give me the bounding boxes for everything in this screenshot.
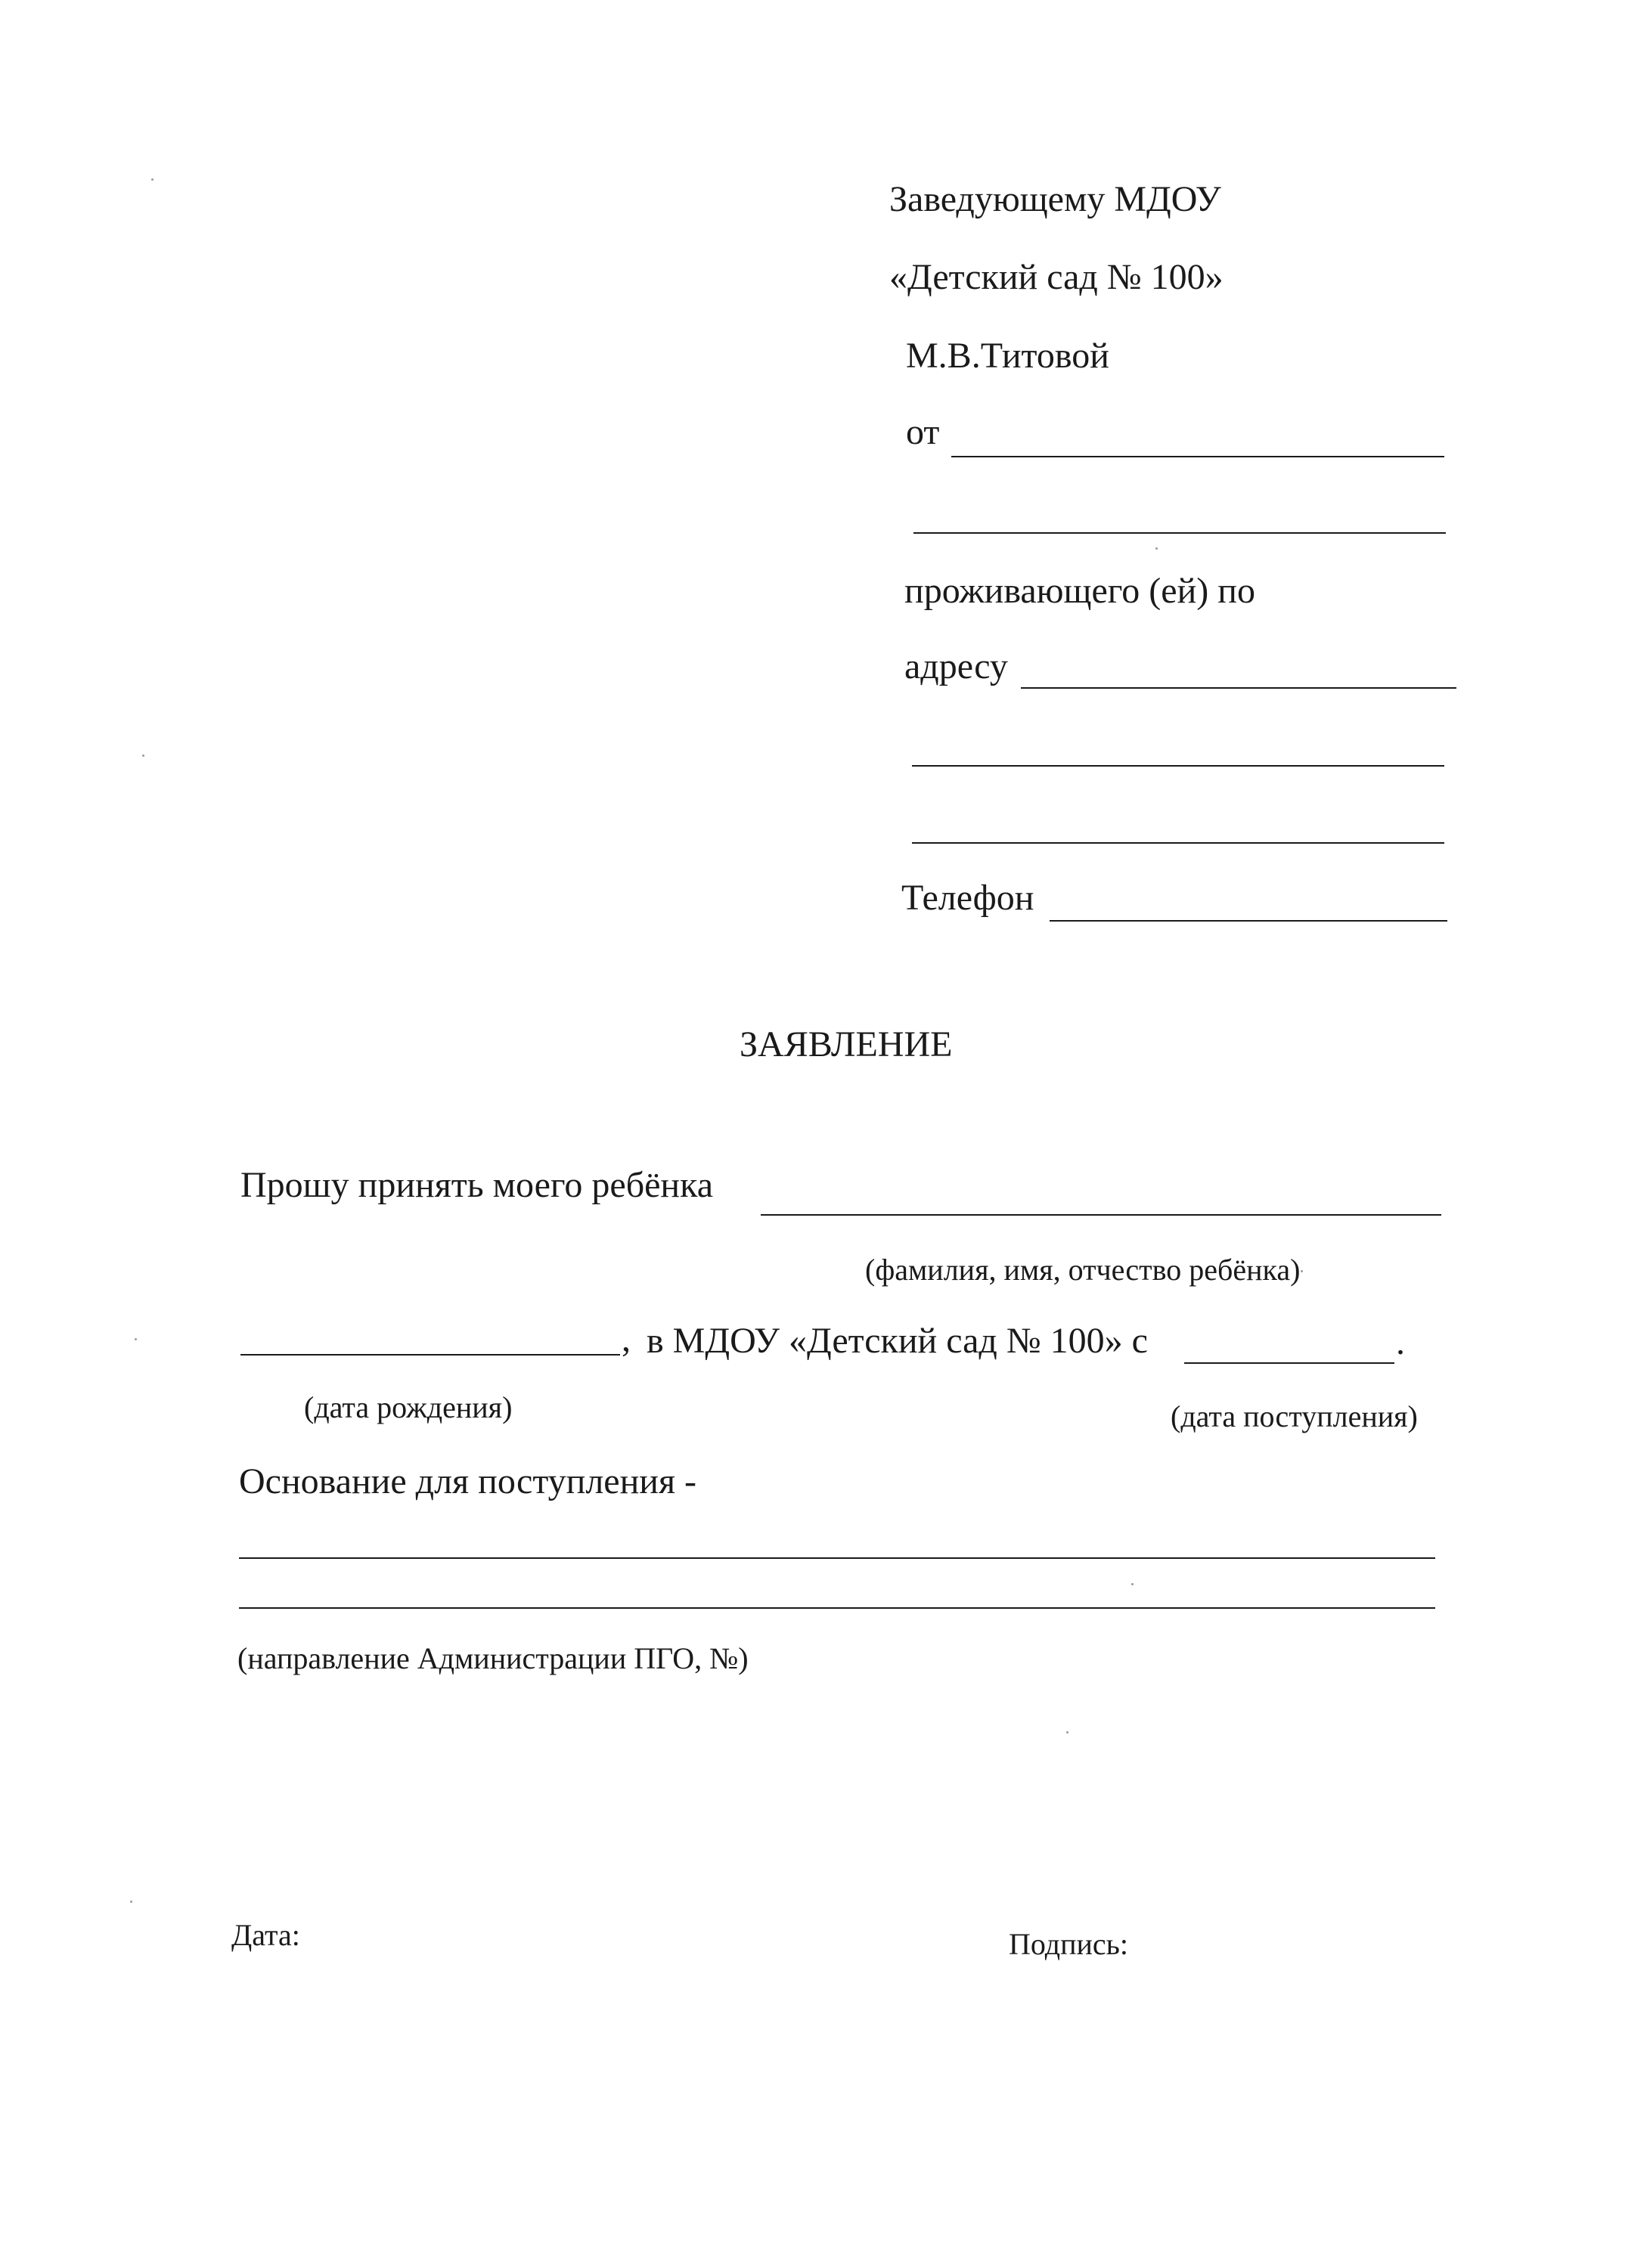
- scan-speck: [1155, 547, 1158, 550]
- birth-date-field[interactable]: [240, 1354, 620, 1356]
- head-name: М.В.Титовой: [906, 336, 1109, 376]
- date-label: Дата:: [231, 1918, 300, 1952]
- basis-caption: (направление Администрации ПГО, №): [237, 1641, 749, 1675]
- scan-speck: [130, 1901, 132, 1903]
- scan-speck: [151, 178, 154, 181]
- basis-label: Основание для поступления -: [239, 1461, 697, 1501]
- basis-field[interactable]: [239, 1557, 1435, 1559]
- from-label: от: [906, 412, 940, 452]
- child-name-caption: (фамилия, имя, отчество ребёнка): [865, 1253, 1301, 1287]
- birth-date-caption: (дата рождения): [304, 1390, 513, 1424]
- address-field-3[interactable]: [912, 842, 1444, 844]
- admission-date-caption: (дата поступления): [1171, 1399, 1418, 1433]
- scan-speck: [1131, 1583, 1134, 1585]
- addressee-title: Заведующему МДОУ: [889, 179, 1221, 219]
- scan-speck: [135, 1338, 137, 1340]
- residing-label: проживающего (ей) по: [904, 571, 1255, 611]
- kindergarten-name: «Детский сад № 100»: [889, 257, 1224, 297]
- from-name-field-2[interactable]: [913, 532, 1446, 534]
- admission-text: в МДОУ «Детский сад № 100» с: [647, 1321, 1148, 1361]
- admission-date-field[interactable]: [1184, 1362, 1394, 1364]
- phone-label: Телефон: [901, 878, 1034, 918]
- document-title: ЗАЯВЛЕНИЕ: [740, 1024, 953, 1064]
- phone-field[interactable]: [1050, 920, 1447, 922]
- scan-speck: [1301, 1270, 1303, 1272]
- child-name-field[interactable]: [761, 1214, 1441, 1216]
- address-field-2[interactable]: [912, 765, 1444, 767]
- signature-label: Подпись:: [1009, 1927, 1129, 1961]
- scan-speck: [142, 754, 144, 757]
- basis-field-2[interactable]: [239, 1607, 1435, 1609]
- address-label: адресу: [904, 646, 1008, 686]
- comma: ,: [622, 1319, 631, 1359]
- address-field[interactable]: [1021, 687, 1456, 689]
- from-name-field[interactable]: [951, 456, 1444, 457]
- request-text: Прошу принять моего ребёнка: [240, 1165, 714, 1205]
- period: .: [1396, 1322, 1405, 1362]
- scan-speck: [1066, 1731, 1068, 1734]
